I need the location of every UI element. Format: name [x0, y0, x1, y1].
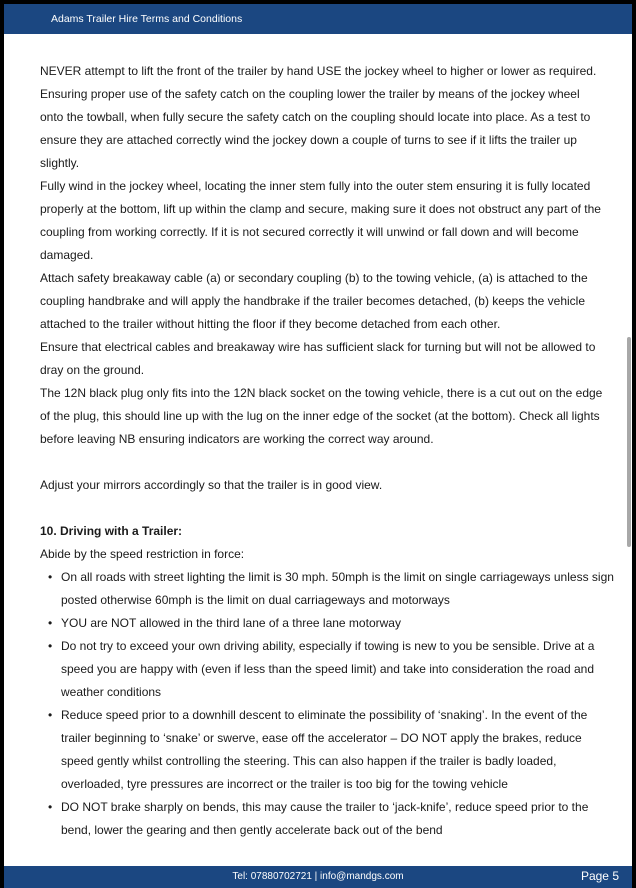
paragraph: [40, 60, 636, 175]
text-line: trailer beginning to ‘snake’ or swerve, ease off the accelerator – DO NOT apply the brakes, reduce: [61, 731, 582, 745]
list-item: [40, 704, 636, 796]
list-item: [40, 796, 636, 842]
text-line: posted otherwise 60mph is the limit on dual carriageways and motorways: [61, 593, 450, 607]
text-line: damaged.: [40, 248, 94, 262]
text-line: coupling handbrake and will apply the handbrake if the trailer becomes detached, (b) keeps the vehicle: [40, 294, 586, 308]
text-line: properly at the bottom, lift up within the clamp and secure, making sure it does not obstruct any part of the: [40, 202, 601, 216]
text-line: speed gently whilst controlling the steering. This can also happen if the trailer is badly loaded,: [61, 754, 557, 768]
document-page: [4, 4, 632, 888]
bullet-list: [40, 566, 636, 842]
footer-contact: Tel: 07880702721 | info@mandgs.com: [232, 871, 404, 882]
scrollbar[interactable]: [627, 337, 631, 547]
mirrors-paragraph: Adjust your mirrors accordingly so that the trailer is in good view.: [40, 478, 383, 492]
document-body: [40, 60, 636, 842]
text-line: overloaded, tyre pressures are incorrect or the trailer is too big for the towing vehicle: [61, 777, 508, 791]
text-line: ensure they are attached correctly wind the jockey down a couple of turns to see if it lifts the trailer up: [40, 133, 577, 147]
paragraph: [40, 267, 636, 336]
text-line: attached to the trailer without hitting the floor if they become detached from each other.: [40, 317, 501, 331]
paragraph: [40, 175, 636, 267]
text-line: Attach safety breakaway cable (a) or secondary coupling (b) to the towing vehicle, (a) is attached to the: [40, 271, 588, 285]
section-heading: 10. Driving with a Trailer:: [40, 524, 183, 538]
list-item: [40, 566, 636, 612]
text-line: Fully wind in the jockey wheel, locating the inner stem fully into the outer stem ensuring it is fully located: [40, 179, 591, 193]
page-footer: [4, 866, 632, 888]
text-line: • DO NOT brake sharply on bends, this may cause the trailer to ‘jack-knife’, reduce speed prior to the: [61, 800, 589, 814]
text-line: before leaving NB ensuring indicators are working the correct way around.: [40, 432, 434, 446]
text-line: weather conditions: [61, 685, 162, 699]
text-line: Ensure that electrical cables and breakaway wire has sufficient slack for turning but will not be allowed to: [40, 340, 596, 354]
paragraphs: [40, 60, 636, 451]
text-line: slightly.: [40, 156, 80, 170]
text-line: onto the towball, when fully secure the safety catch on the coupling should locate into place. As a test to: [40, 110, 591, 124]
text-line: • Do not try to exceed your own driving ability, especially if towing is new to you be sensible. Drive at a: [61, 639, 595, 653]
section-intro: Abide by the speed restriction in force:: [40, 547, 245, 561]
text-line: bend, lower the gearing and then gently accelerate back out of the bend: [61, 823, 443, 837]
text-line: coupling from working correctly. If it is not secured correctly it will unwind or fall down and will become: [40, 225, 579, 239]
list-item: [40, 612, 636, 635]
text-line: speed you are happy with (even if less than the speed limit) and take into consideration the road and: [61, 662, 594, 676]
page-header: [4, 4, 632, 34]
text-line: NEVER attempt to lift the front of the trailer by hand USE the jockey wheel to higher or lower as required.: [40, 64, 597, 78]
text-line: • On all roads with street lighting the limit is 30 mph. 50mph is the limit on single carriageways unless sign: [61, 570, 614, 584]
paragraph: [40, 336, 636, 382]
text-line: of the plug, this should line up with the lug on the inner edge of the socket (at the bottom). Check all lights: [40, 409, 600, 423]
page-number: Page 5: [580, 869, 619, 883]
text-line: Ensuring proper use of the safety catch on the coupling lower the trailer by means of the jockey wheel: [40, 87, 580, 101]
text-line: dray on the ground.: [40, 363, 145, 377]
paragraph: [40, 382, 636, 451]
text-line: • Reduce speed prior to a downhill descent to eliminate the possibility of ‘snaking’. In the event of the: [61, 708, 588, 722]
text-line: The 12N black plug only fits into the 12N black socket on the towing vehicle, there is a cut out on the edge: [40, 386, 603, 400]
list-item: [40, 635, 636, 704]
header-title: Adams Trailer Hire Terms and Conditions: [51, 13, 243, 25]
text-line: • YOU are NOT allowed in the third lane of a three lane motorway: [61, 616, 401, 630]
